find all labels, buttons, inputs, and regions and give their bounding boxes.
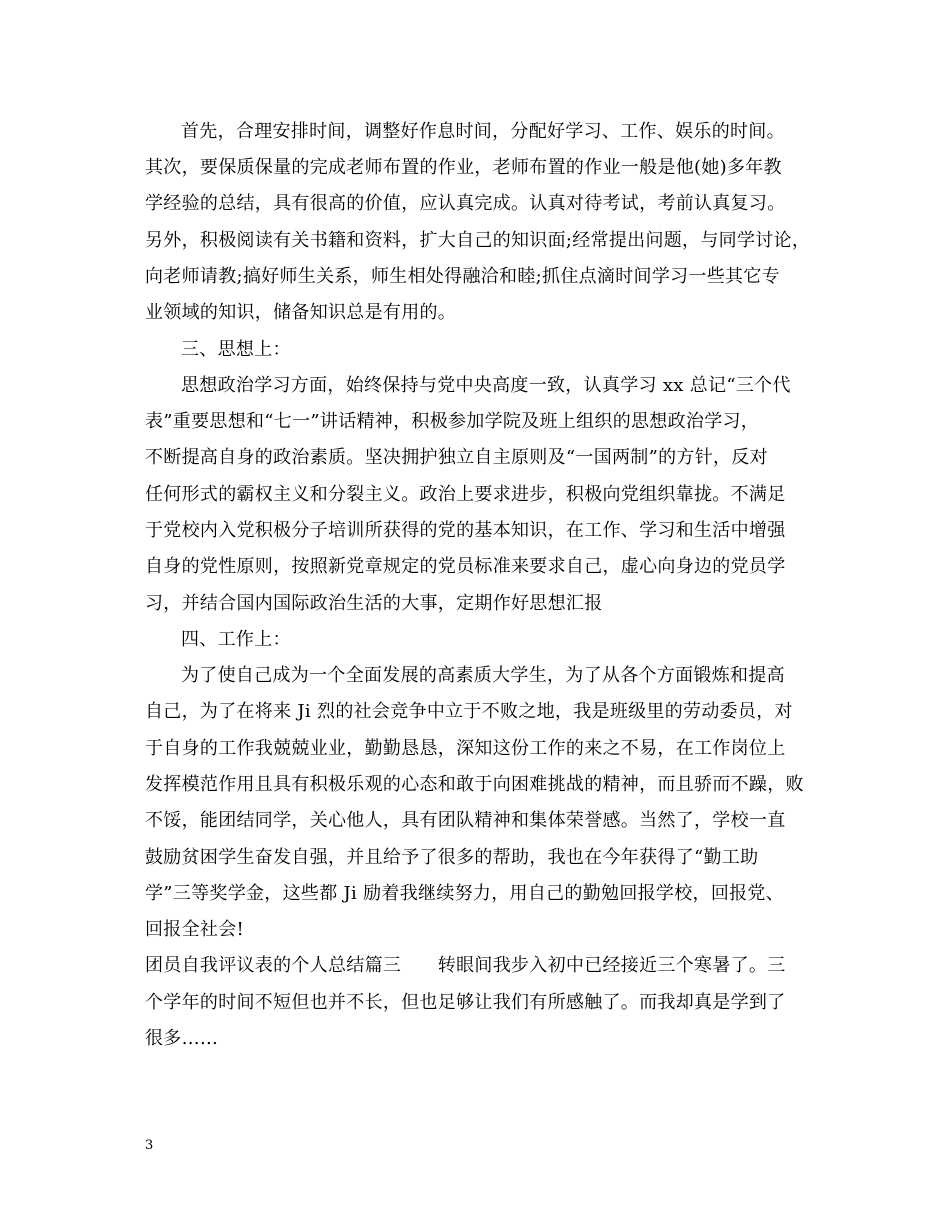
text-line: 回报全社会! [145, 919, 245, 940]
text-line: 思想政治学习方面，始终保持与党中央高度一致，认真学习 xx 总记“三个代 [181, 375, 791, 396]
text-line: 业领域的知识，储备知识总是有用的。 [145, 302, 457, 323]
text-line: 不断提高自身的政治素质。坚决拥护独立自主原则及“一国两制”的方针，反对 [145, 447, 768, 468]
text-line: 向老师请教;搞好师生关系，师生相处得融洽和睦;抓住点滴时间学习一些其它专 [145, 266, 780, 287]
text-line: 很多…… [145, 1028, 219, 1049]
text-line: 发挥模范作用且具有积极乐观的心态和敢于向困难挑战的精神，而且骄而不躁，败 [145, 774, 804, 795]
text-line: 于自身的工作我兢兢业业，勤勤恳恳，深知这份工作的来之不易，在工作岗位上 [145, 738, 786, 759]
text-line: 学”三等奖学金，这些都 Ji 励着我继续努力，用自己的勤勉回报学校，回报党、 [145, 883, 785, 904]
text-line: 其次，要保质保量的完成老师布置的作业，老师布置的作业一般是他(她)多年教 [145, 157, 782, 178]
text-line: 个学年的时间不短但也并不长，但也足够让我们有所感触了。而我却真是学到了 [145, 992, 786, 1013]
text-line: 任何形式的霸权主义和分裂主义。政治上要求进步，积极向党组织靠拢。不满足 [145, 484, 786, 505]
text-line: 学经验的总结，具有很高的价值，应认真完成。认真对待考试，考前认真复习。 [145, 193, 786, 214]
text-line: 为了使自己成为一个全面发展的高素质大学生，为了从各个方面锻炼和提高 [181, 665, 785, 686]
text-line: 自身的党性原则，按照新党章规定的党员标准来要求自己，虚心向身边的党员学 [145, 556, 786, 577]
text-line: 团员自我评议表的个人总结篇三 转眼间我步入初中已经接近三个寒暑了。三 [145, 955, 786, 976]
section-heading: 四、工作上： [181, 629, 291, 650]
text-line: 鼓励贫困学生奋发自强，并且给予了很多的帮助，我也在今年获得了“勤工助 [145, 847, 759, 868]
page-number: 3 [145, 1138, 154, 1153]
text-line: 首先，合理安排时间，调整好作息时间，分配好学习、工作、娱乐的时间。 [181, 121, 785, 142]
text-line: 习，并结合国内国际政治生活的大事，定期作好思想汇报 [145, 593, 603, 614]
text-line: 不馁，能团结同学，关心他人，具有团队精神和集体荣誉感。当然了，学校一直 [145, 810, 786, 831]
section-heading: 三、思想上： [181, 339, 291, 360]
text-line: 自己，为了在将来 Ji 烈的社会竞争中立于不败之地，我是班级里的劳动委员，对 [145, 701, 793, 722]
text-line: 于党校内入党积极分子培训所获得的党的基本知识，在工作、学习和生活中增强 [145, 520, 786, 541]
text-line: 另外，积极阅读有关书籍和资料，扩大自己的知识面;经常提出问题，与同学讨论， [145, 230, 811, 251]
text-line: 表”重要思想和“七一”讲话精神，积极参加学院及班上组织的思想政治学习， [145, 411, 760, 432]
